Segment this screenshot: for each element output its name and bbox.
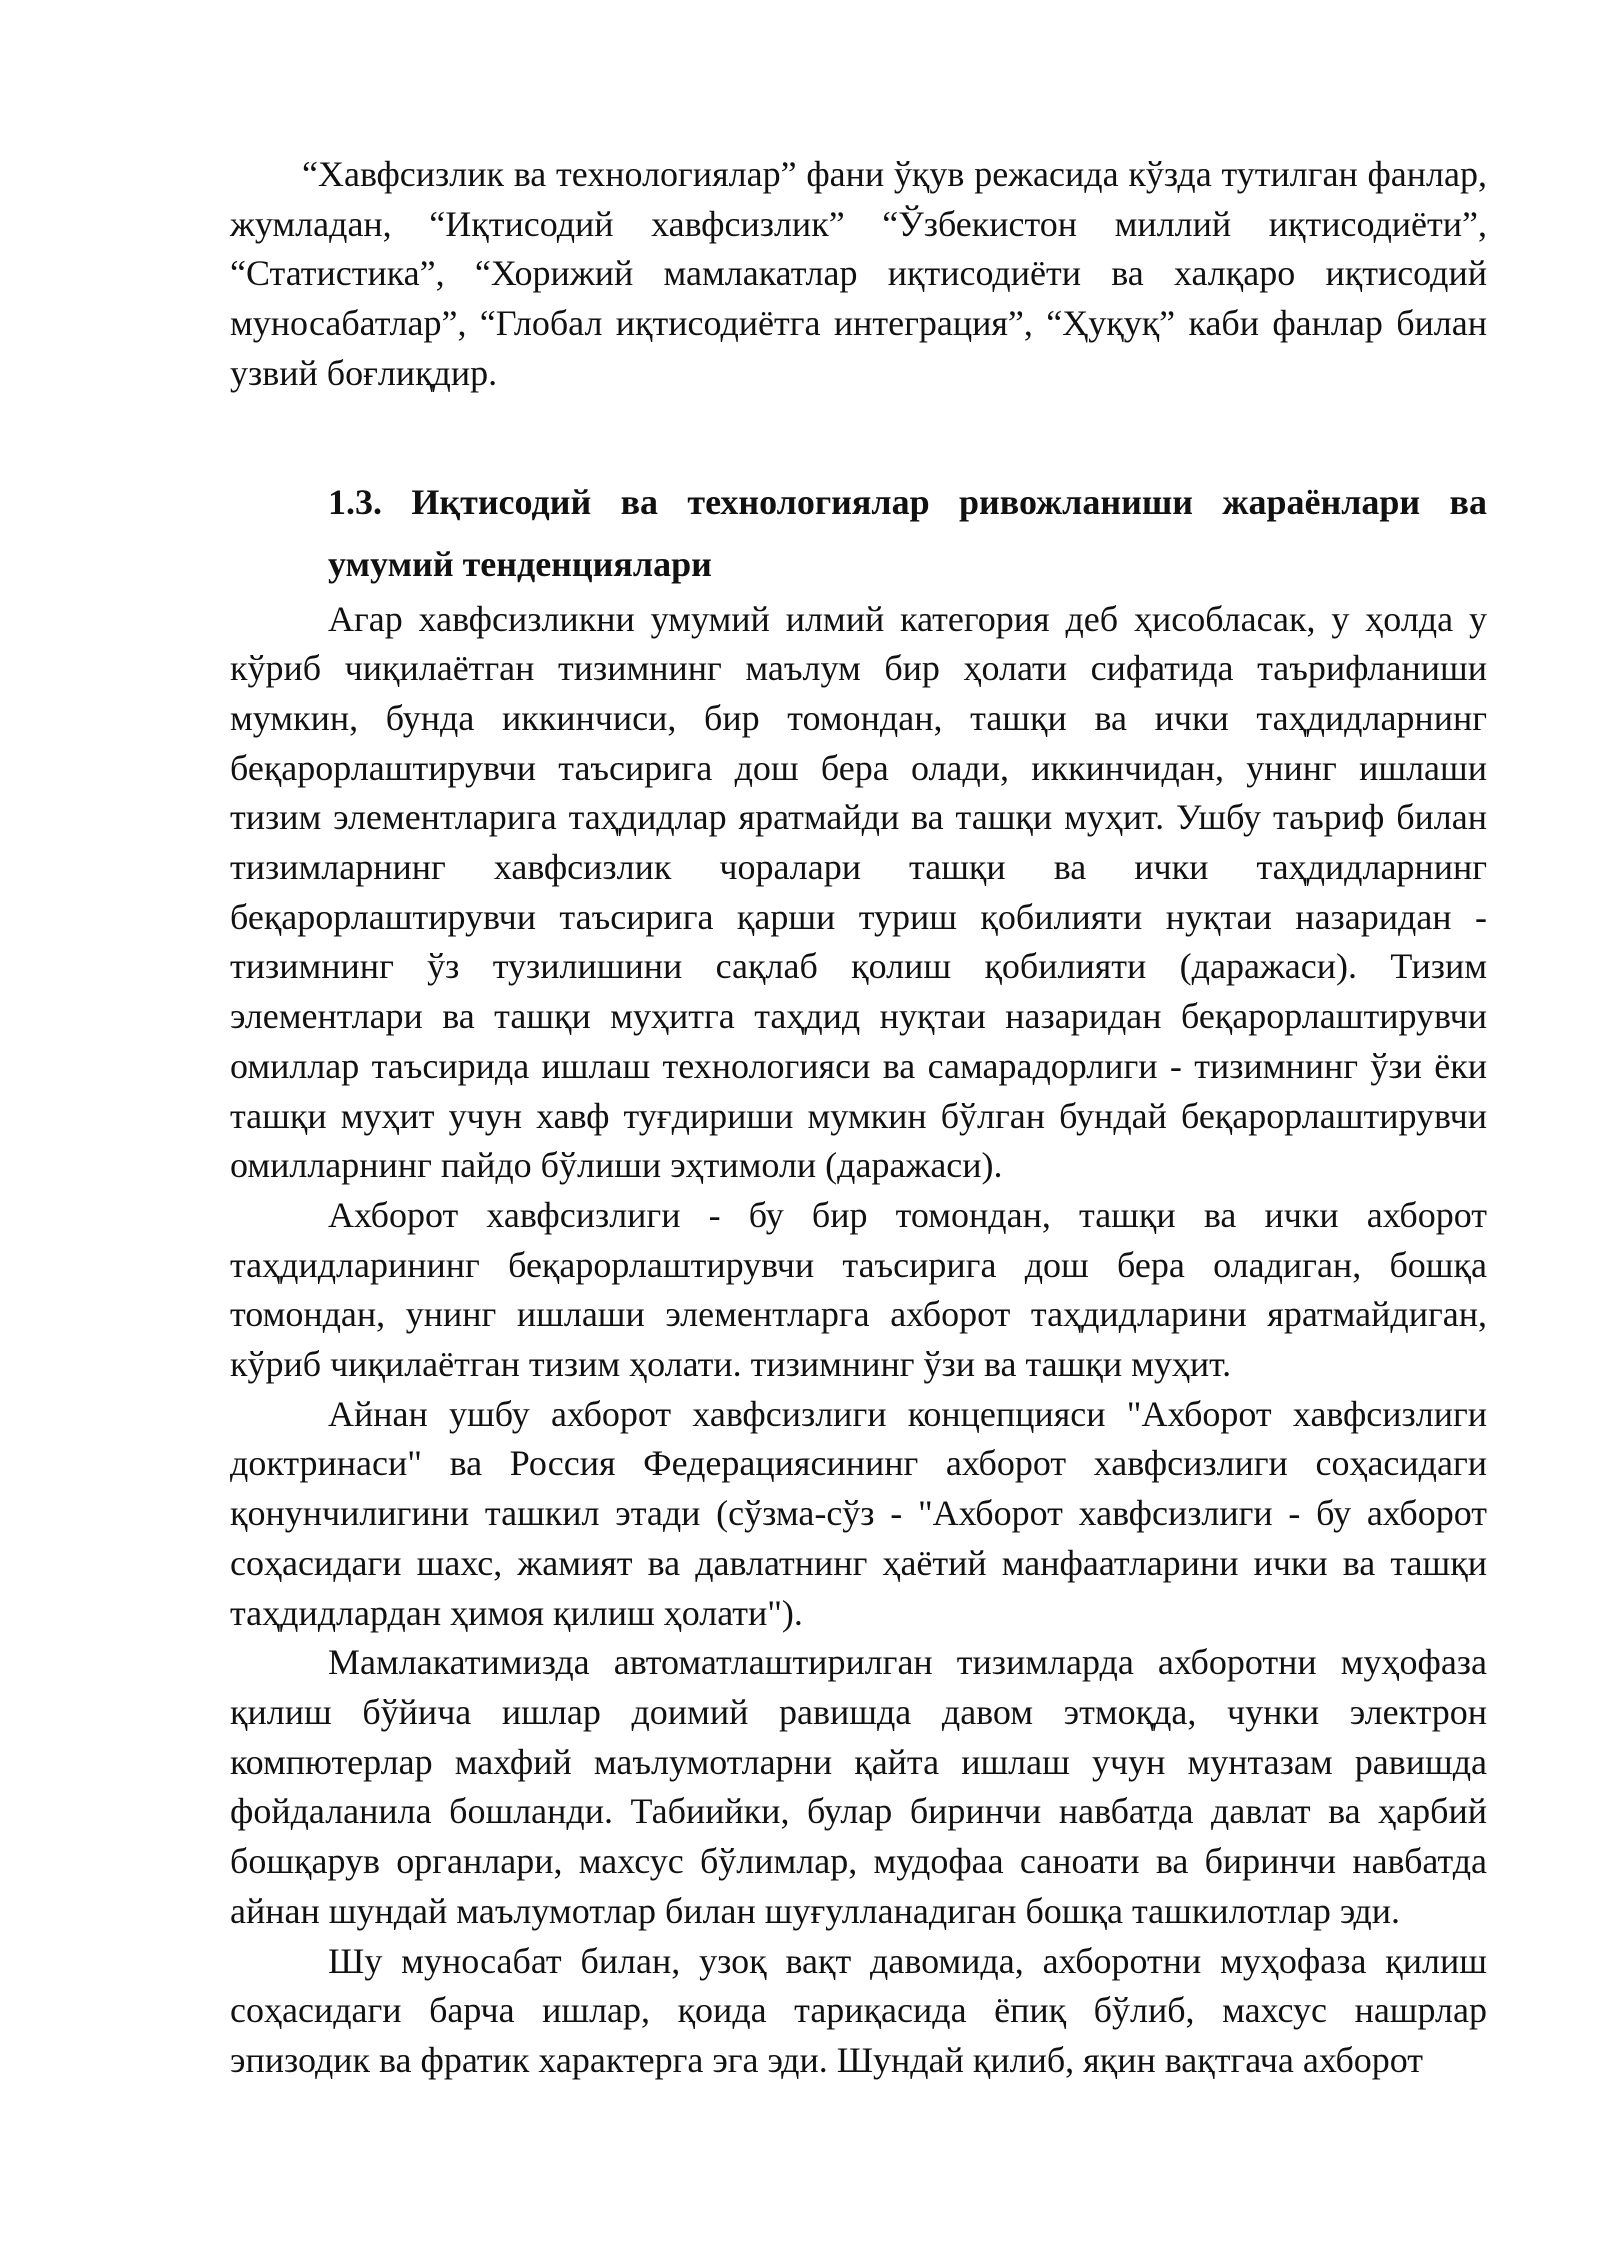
- section-heading: 1.3. Иқтисодий ва технологиялар ривожланиши жараёнлари ва умумий тенденциялари: [328, 481, 1487, 584]
- body-paragraph: Ахборот хавфсизлиги - бу бир томондан, ташқи ва ички ахборот таҳдидларининг беқарорлаштирувчи таъсирига дош бера оладиган, бошқа томондан, унинг ишлаши элементларга ахборот таҳдидларини яратмайдиган, кўриб чиқилаётган тизим ҳолати. тизимнинг ўзи ва ташқи муҳит.: [230, 1194, 1487, 1385]
- body-paragraph: Мамлакатимизда автоматлаштирилган тизимларда ахборотни муҳофаза қилиш бўйича ишлар доимий равишда давом этмоқда, чунки электрон компютерлар махфий маълумотларни қайта ишлаш учун мунтазам равишда фойдаланила бошланди. Табиийки, булар биринчи навбатда давлат ва ҳарбий бошқарув органлари, махсус бўлимлар, мудофаа саноати ва биринчи навбатда айнан шундай маълумотлар билан шуғулланадиган бошқа ташкилотлар эди.: [230, 1642, 1487, 1931]
- body-paragraph: Шу муносабат билан, узоқ вақт давомида, ахборотни муҳофаза қилиш соҳасидаги барча ишлар, қоида тариқасида ёпиқ бўлиб, махсус нашрлар эпизодик ва фратик характерга эга эди. Шундай қилиб, яқин вақтгача ахборот: [230, 1940, 1487, 2080]
- intro-paragraph: “Хавфсизлик ва технологиялар” фани ўқув режасида кўзда тутилган фанлар, жумладан, “Иқтисодий хавфсизлик” “Ўзбекистон миллий иқтисодиёти”, “Статистика”, “Хорижий мамлакатлар иқтисодиёти ва халқаро иқтисодий муносабатлар”, “Глобал иқтисодиётга интеграция”, “Ҳуқуқ” каби фанлар билан узвий боғлиқдир.: [230, 154, 1487, 393]
- body-paragraph: Айнан ушбу ахборот хавфсизлиги концепцияси "Ахборот хавфсизлиги доктринаси" ва Россия Федерациясининг ахборот хавфсизлиги соҳасидаги қонунчилигини ташкил этади (сўзма-сўз - "Ахборот хавфсизлиги - бу ахборот соҳасидаги шахс, жамият ва давлатнинг ҳаётий манфаатларини ички ва ташқи таҳдидлардан ҳимоя қилиш ҳолати").: [230, 1393, 1487, 1633]
- body-paragraph: Агар хавфсизликни умумий илмий категория деб ҳисобласак, у ҳолда у кўриб чиқилаётган тизимнинг маълум бир ҳолати сифатида таърифланиши мумкин, бунда иккинчиси, бир томондан, ташқи ва ички таҳдидларнинг беқарорлаштирувчи таъсирига дош бера олади, иккинчидан, унинг ишлаши тизим элементларига таҳдидлар яратмайди ва ташқи муҳит. Ушбу таъриф билан тизимларнинг хавфсизлик чоралари ташқи ва ички таҳдидларнинг беқарорлаштирувчи таъсирига қарши туриш қобилияти нуқтаи назаридан - тизимнинг ўз тузилишини сақлаб қолиш қобилияти (даражаси). Тизим элементлари ва ташқи муҳитга таҳдид нуқтаи назаридан беқарорлаштирувчи омиллар таъсирида ишлаш технологияси ва самарадорлиги - тизимнинг ўзи ёки ташқи муҳит учун хавф туғдириши мумкин бўлган бундай беқарорлаштирувчи омилларнинг пайдо бўлиши эҳтимоли (даражаси).: [230, 598, 1487, 1186]
- document-page: [230, 150, 1487, 2086]
